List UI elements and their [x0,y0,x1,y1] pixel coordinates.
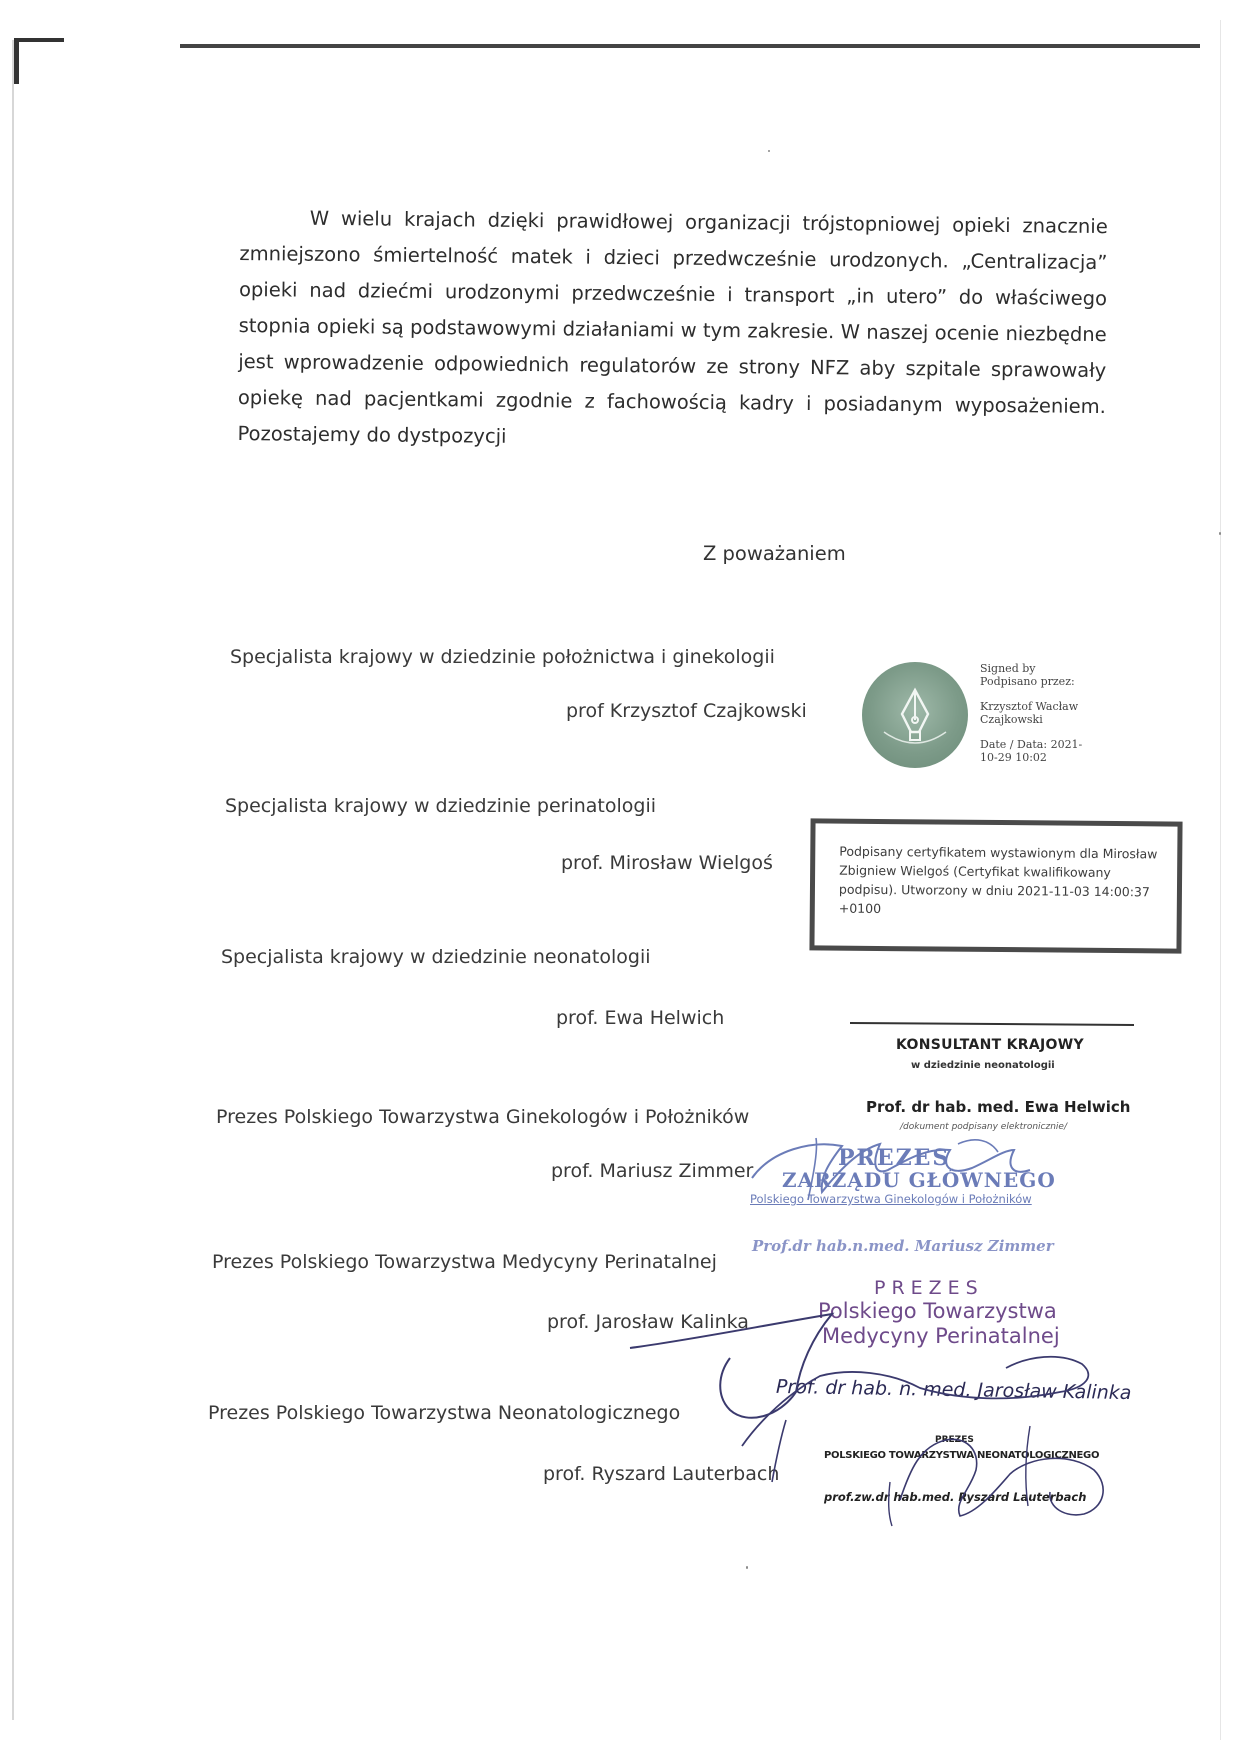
signatory-name: prof Krzysztof Czajkowski [566,700,807,722]
ptg-stamp-name: Prof.dr hab.n.med. Mariusz Zimmer [752,1237,1054,1255]
scan-speck [768,150,770,152]
body-paragraph: W wielu krajach dzięki prawidłowej organizacji trójstopniowej opieki znacznie zmniejszono śmiertelność matek i dzieci przedwcześnie urodzonych. „Centralizacja” opieki nad dziećmi urodzonymi przedwcześnie i transport „in utero” do właściwego stopnia opieki są podstawowymi działaniami w tym zakresie. W naszej ocenie niezbędne jest wprowadzenie odpowiednich regulatorów ze strony NFZ aby szpitale sprawowały opiekę nad pacjentkami zgodnie z fachowością kadry i posiadanym wyposażeniem. Pozostajemy do dystpozycji [237,206,1108,448]
consultant-stamp-name: Prof. dr hab. med. Ewa Helwich [866,1098,1131,1116]
signed-by-label-pl: Podpisano przez: [980,675,1075,688]
digital-signature-seal [862,662,968,768]
consultant-stamp-rule [850,1022,1134,1026]
scan-speck [746,1566,748,1569]
ptmp-stamp-prezes: PREZES [874,1277,984,1299]
ptn-stamp-name: prof.zw.dr hab.med. Ryszard Lauterbach [824,1490,1087,1504]
signer-name: Krzysztof Wacław [980,700,1079,713]
signer-surname: Czajkowski [980,713,1043,726]
signed-by-label: Signed by [980,662,1036,675]
ptn-stamp-prezes: PREZES [935,1435,974,1445]
signatory-name: prof. Ryszard Lauterbach [543,1463,780,1485]
certificate-signature-box [809,818,1182,953]
digital-signature-details [980,662,1100,764]
scan-speck [1219,532,1221,535]
signatory-role: Prezes Polskiego Towarzystwa Ginekologów i Położników [216,1106,750,1128]
ptg-stamp-org: Polskiego Towarzystwa Ginekologów i Położników [750,1192,1032,1206]
certificate-text: Podpisany certyfikatem wystawionym dla Mirosław Zbigniew Wielgoś (Certyfikat kwalifikowany podpisu). Utworzony w dniu 2021-11-03 14:00:37 +0100 [838,843,1158,916]
closing-salutation: Z poważaniem [703,542,846,565]
signatory-role: Prezes Polskiego Towarzystwa Medycyny Perinatalnej [212,1251,717,1273]
consultant-stamp-note: /dokument podpisany elektronicznie/ [900,1122,1067,1132]
signatory-role: Prezes Polskiego Towarzystwa Neonatologicznego [208,1402,681,1424]
signatory-name: prof. Ewa Helwich [556,1007,725,1029]
consultant-stamp-title: KONSULTANT KRAJOWY [896,1037,1084,1053]
letter-body [237,200,1108,461]
signatory-name: prof. Mariusz Zimmer [551,1160,754,1182]
ptmp-stamp-name: Prof. dr hab. n. med. Jarosław Kalinka [775,1375,1132,1405]
signature-time: 10-29 10:02 [980,751,1047,764]
fountain-pen-icon [862,662,968,768]
signature-date: Date / Data: 2021- [980,738,1083,751]
scan-corner-mark [14,38,19,84]
ptmp-stamp-org-line2: Medycyny Perinatalnej [822,1324,1060,1348]
ptg-stamp-prezes: PREZES [838,1145,951,1171]
signatory-role: Specjalista krajowy w dziedzinie perinatologii [225,795,657,817]
ptmp-stamp-org-line1: Polskiego Towarzystwa [818,1299,1057,1323]
signatory-role: Specjalista krajowy w dziedzinie położnictwa i ginekologii [230,646,775,668]
scan-edge-right [1220,20,1221,1740]
ptg-stamp-board: ZARZĄDU GŁÓWNEGO [782,1168,1056,1192]
consultant-stamp-subtitle: w dziedzinie neonatologii [911,1060,1055,1071]
ptn-stamp-org: POLSKIEGO TOWARZYSTWA NEONATOLOGICZNEGO [824,1450,1100,1461]
signatory-role: Specjalista krajowy w dziedzinie neonatologii [221,946,651,968]
scan-edge-left [12,40,14,1720]
signatory-name: prof. Mirosław Wielgoś [561,852,773,874]
signatory-name: prof. Jarosław Kalinka [547,1311,749,1333]
header-rule [180,44,1200,48]
scan-corner-mark-horizontal [14,38,64,42]
